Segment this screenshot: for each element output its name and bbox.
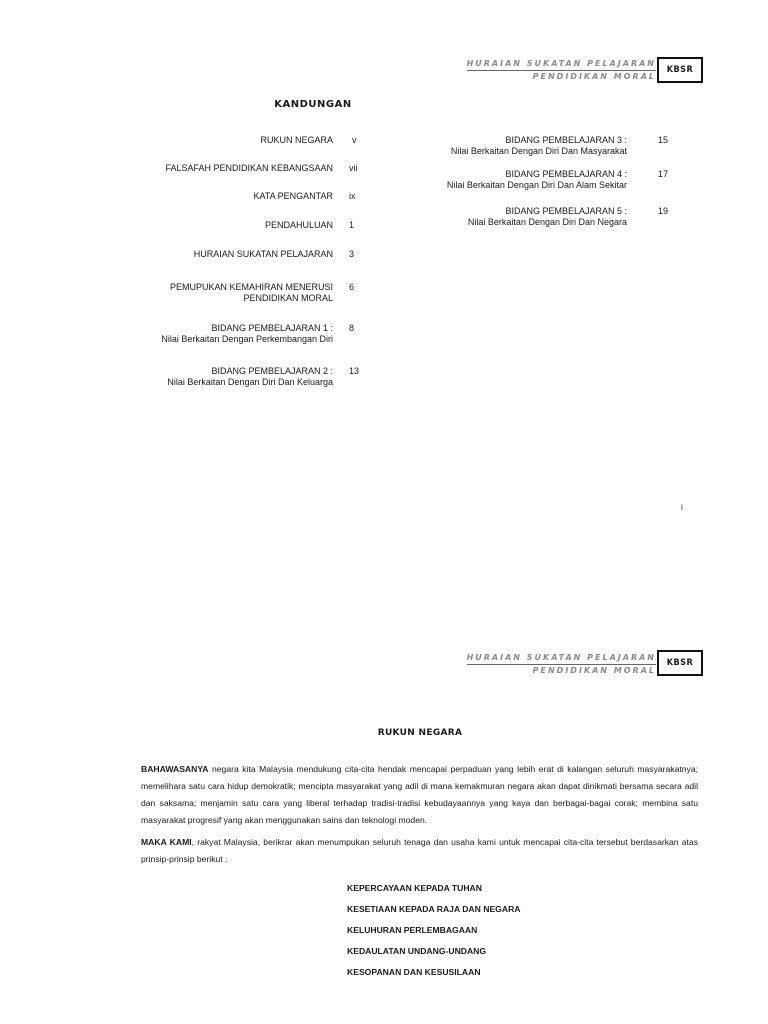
running-header <box>467 58 656 83</box>
paragraph-lead: BAHAWASANYA <box>141 764 209 774</box>
toc-entry <box>100 249 333 263</box>
toc-label: BIDANG PEMBELAJARAN 4 : <box>505 169 627 179</box>
toc-entry <box>100 163 333 177</box>
toc-entry <box>100 220 333 234</box>
toc-label: PENDAHULUAN <box>264 220 333 230</box>
toc-sublabel: Nilai Berkaitan Dengan Diri Dan Negara <box>467 217 627 227</box>
toc-entry <box>100 191 333 205</box>
header-line-1: HURAIAN SUKATAN PELAJARAN <box>467 652 656 665</box>
toc-entry <box>420 135 627 161</box>
toc-label: BIDANG PEMBELAJARAN 1 : <box>211 323 333 333</box>
toc-page: 8 <box>349 323 355 333</box>
toc-sublabel: Nilai Berkaitan Dengan Diri Dan Keluarga <box>167 377 333 387</box>
toc-page: 3 <box>349 249 355 259</box>
paragraph-maka-kami <box>141 834 698 868</box>
toc-entry <box>420 206 627 232</box>
paragraph-text: negara kita Malaysia mendukung cita-cita hendak mencapai perpaduan yang lebih erat di kalangan seluruh masyarakatnya; memelihara satu cara hidup demokratik; mencipta masyarakat yang adil di mana kemakmuran negara akan dapat dinikmati bersama secara adil dan saksama; menjamin satu cara yang liberal terhadap tradisi-tradisi kebudayaannya yang kaya dan berbagai-bagai corak; membina satu masyarakat progresif yang akan menggunakan sains dan teknologi moden. <box>141 764 698 825</box>
toc-entry <box>100 366 333 392</box>
page-number: i <box>681 503 683 512</box>
toc-page: 17 <box>658 169 669 179</box>
principle-item: KEPERCAYAAN KEPADA TUHAN <box>347 883 482 893</box>
toc-label: HURAIAN SUKATAN PELAJARAN <box>193 249 333 259</box>
toc-entry <box>100 135 333 149</box>
header-line-2: PENDIDIKAN MORAL <box>532 72 656 81</box>
toc-sublabel: Nilai Berkaitan Dengan Diri Dan Masyarakat <box>450 146 627 156</box>
toc-entry <box>100 323 333 349</box>
kbsr-badge: KBSR <box>657 57 703 83</box>
toc-page: ix <box>349 191 356 201</box>
toc-page: 13 <box>349 366 360 376</box>
toc-page: 19 <box>658 206 669 216</box>
header-line-1: HURAIAN SUKATAN PELAJARAN <box>467 58 656 71</box>
toc-title: KANDUNGAN <box>274 99 352 110</box>
toc-sublabel: Nilai Berkaitan Dengan Perkembangan Diri <box>161 334 333 344</box>
toc-label: KATA PENGANTAR <box>253 191 333 201</box>
toc-page: 15 <box>658 135 669 145</box>
header-line-2: PENDIDIKAN MORAL <box>532 666 656 675</box>
toc-page: 1 <box>349 220 355 230</box>
toc-sublabel: PENDIDIKAN MORAL <box>243 293 333 303</box>
toc-page: v <box>352 135 357 145</box>
toc-page: vii <box>349 163 358 173</box>
principle-item: KESOPANAN DAN KESUSILAAN <box>347 967 481 977</box>
paragraph-text: , rakyat Malaysia, berikrar akan menumpukan seluruh tenaga dan usaha kami untuk mencapai cita-cita tersebut berdasarkan atas prinsip-prinsip berikut : <box>141 837 699 864</box>
toc-label: BIDANG PEMBELAJARAN 5 : <box>505 206 627 216</box>
toc-label: BIDANG PEMBELAJARAN 2 : <box>211 366 333 376</box>
toc-label: PEMUPUKAN KEMAHIRAN MENERUSI <box>169 282 333 292</box>
running-header <box>467 652 656 677</box>
paragraph-bahawasanya <box>141 761 698 829</box>
kbsr-badge: KBSR <box>657 650 703 676</box>
section-title: RUKUN NEGARA <box>377 728 463 738</box>
principle-item: KELUHURAN PERLEMBAGAAN <box>347 925 478 935</box>
toc-page: 6 <box>349 282 355 292</box>
principle-item: KESETIAAN KEPADA RAJA DAN NEGARA <box>347 904 521 914</box>
toc-sublabel: Nilai Berkaitan Dengan Diri Dan Alam Sekitar <box>446 180 627 190</box>
paragraph-lead: MAKA KAMI <box>141 837 192 847</box>
toc-label: FALSAFAH PENDIDIKAN KEBANGSAAN <box>165 163 333 173</box>
toc-entry <box>420 169 627 195</box>
toc-label: RUKUN NEGARA <box>260 135 333 145</box>
toc-label: BIDANG PEMBELAJARAN 3 : <box>505 135 627 145</box>
toc-entry <box>100 282 333 308</box>
principle-item: KEDAULATAN UNDANG-UNDANG <box>347 946 487 956</box>
